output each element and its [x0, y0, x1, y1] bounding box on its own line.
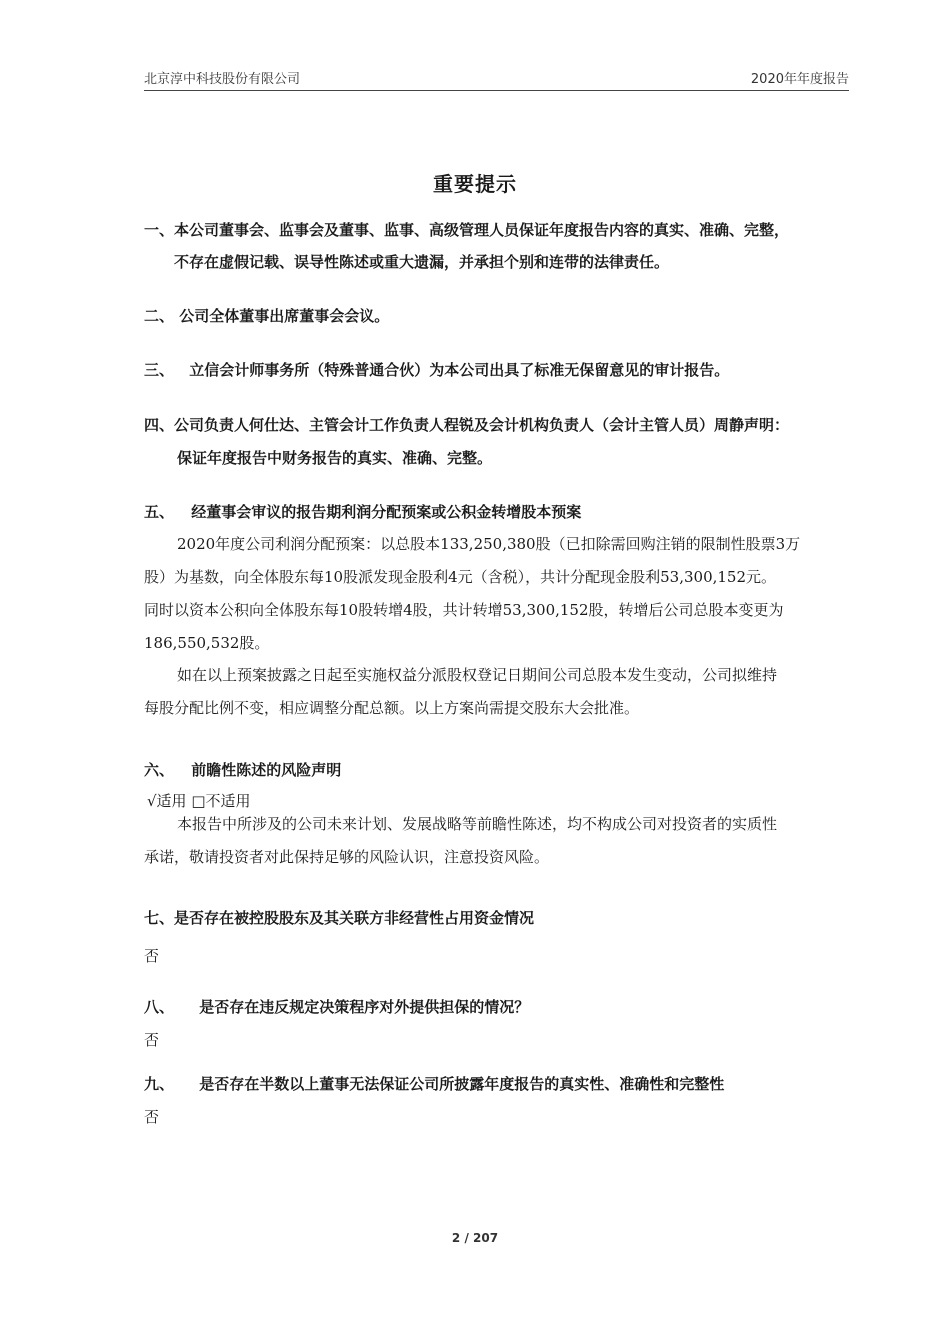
- section-8-number: 八、: [144, 998, 175, 1016]
- section-7-answer: 否: [144, 947, 160, 965]
- section-5-para-2-line-2: 每股分配比例不变，相应调整分配总额。以上方案尚需提交股东大会批准。: [144, 699, 640, 717]
- section-1-number: 一、: [144, 221, 175, 239]
- section-6-heading: [144, 759, 341, 780]
- section-6-heading-text: 前瞻性陈述的风险声明: [191, 761, 342, 779]
- section-5-heading: [144, 501, 581, 522]
- section-1-line-2: 不存在虚假记载、误导性陈述或重大遗漏，并承担个别和连带的法律责任。: [174, 253, 670, 271]
- section-6-options: √适用 □不适用: [147, 792, 251, 810]
- section-2-number: 二、: [144, 307, 175, 325]
- section-5-para-1-line-3: 同时以资本公积向全体股东每10股转增4股，共计转增53,300,152股，转增后公司总股本变更为: [144, 601, 784, 619]
- section-5-number: 五、: [144, 503, 175, 521]
- section-8-heading: [144, 996, 529, 1017]
- section-6-para-line-1: 本报告中所涉及的公司未来计划、发展战略等前瞻性陈述，均不构成公司对投资者的实质性: [177, 815, 778, 833]
- page-number: 2 / 207: [451, 1231, 499, 1245]
- section-3-number: 三、: [144, 361, 175, 379]
- section-4-text: 公司负责人何仕达、主管会计工作负责人程锐及会计机构负责人（会计主管人员）周静声明：: [174, 416, 790, 434]
- page-title: 重要提示: [433, 172, 517, 196]
- section-7-heading-text: 是否存在被控股股东及其关联方非经营性占用资金情况: [174, 909, 535, 927]
- section-9-heading-text: 是否存在半数以上董事无法保证公司所披露年度报告的真实性、准确性和完整性: [199, 1075, 725, 1093]
- section-7-number: 七、: [144, 909, 175, 927]
- section-2: [144, 305, 389, 326]
- section-2-text: 公司全体董事出席董事会会议。: [179, 307, 390, 325]
- page-header: [144, 66, 849, 91]
- section-5-para-1-line-4: 186,550,532股。: [144, 634, 270, 652]
- section-9-number: 九、: [144, 1075, 175, 1093]
- section-1-text: 本公司董事会、监事会及董事、监事、高级管理人员保证年度报告内容的真实、准确、完整，: [174, 221, 790, 239]
- section-8-heading-text: 是否存在违反规定决策程序对外提供担保的情况？: [199, 998, 530, 1016]
- section-5-para-2-line-1: 如在以上预案披露之日起至实施权益分派股权登记日期间公司总股本发生变动，公司拟维持: [177, 666, 778, 684]
- section-8-answer: 否: [144, 1031, 160, 1049]
- section-1-line-1: [144, 219, 789, 240]
- header-company: 北京淳中科技股份有限公司: [144, 72, 301, 87]
- section-3: [144, 359, 729, 380]
- header-report-title: 2020年年度报告: [750, 72, 849, 87]
- section-6-para-line-2: 承诺，敬请投资者对此保持足够的风险认识，注意投资风险。: [144, 848, 550, 866]
- section-7-heading: [144, 907, 534, 928]
- section-5-para-1-line-1: 2020年度公司利润分配预案：以总股本133,250,380股（已扣除需回购注销的限制性股票3万: [177, 535, 801, 553]
- section-4-number: 四、: [144, 416, 175, 434]
- section-5-para-1-line-2: 股）为基数，向全体股东每10股派发现金股利4元（含税），共计分配现金股利53,300,152元。: [144, 568, 777, 586]
- section-9-heading: [144, 1073, 724, 1094]
- section-4-line-2: 保证年度报告中财务报告的真实、准确、完整。: [177, 449, 493, 467]
- section-9-answer: 否: [144, 1108, 160, 1126]
- section-3-text: 立信会计师事务所（特殊普通合伙）为本公司出具了标准无保留意见的审计报告。: [189, 361, 730, 379]
- section-5-heading-text: 经董事会审议的报告期利润分配预案或公积金转增股本预案: [191, 503, 582, 521]
- section-6-number: 六、: [144, 761, 175, 779]
- section-4-line-1: [144, 414, 789, 435]
